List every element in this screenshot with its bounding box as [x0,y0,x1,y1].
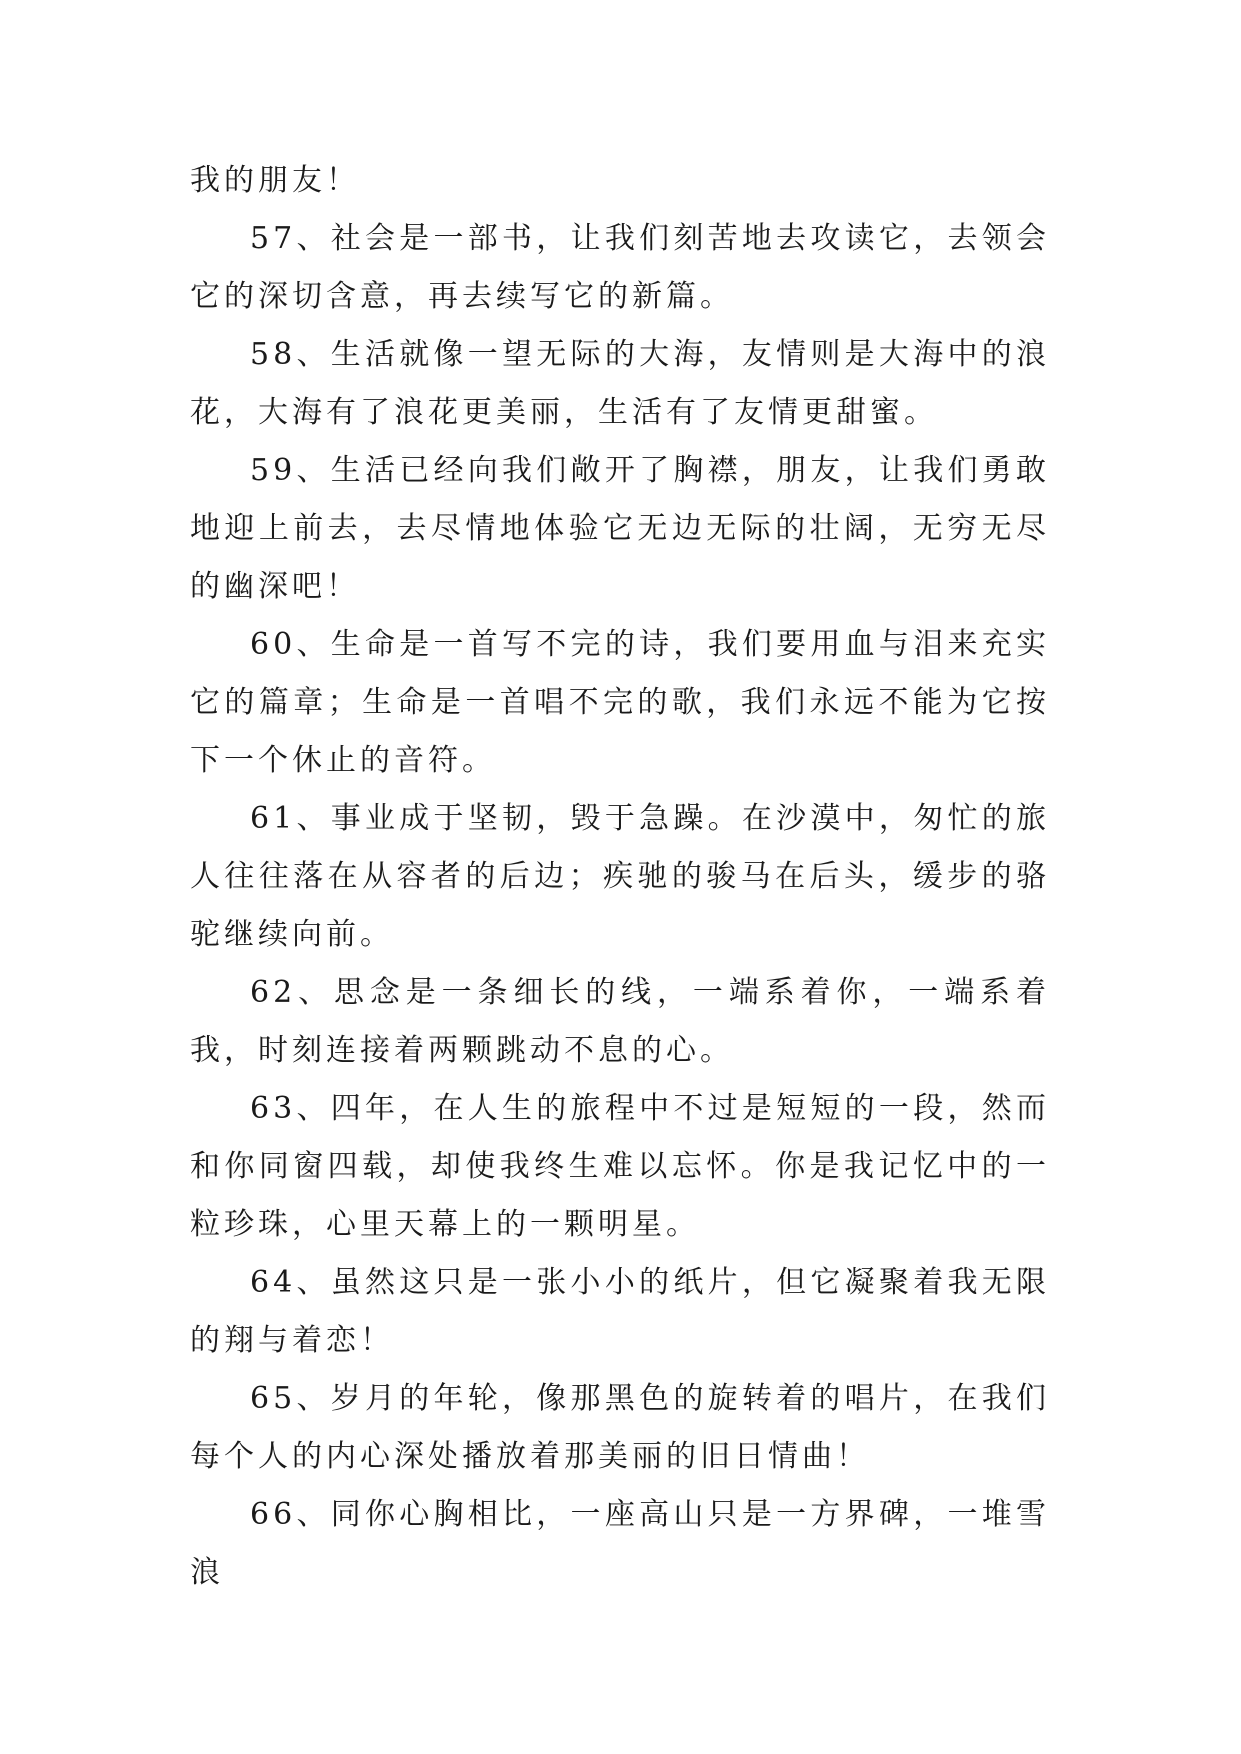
paragraph: 57、社会是一部书，让我们刻苦地去攻读它，去领会它的深切含意，再去续写它的新篇。 [190,221,1050,314]
paragraph: 62、思念是一条细长的线，一端系着你，一端系着我，时刻连接着两颗跳动不息的心。 [190,975,1050,1068]
paragraph: 60、生命是一首写不完的诗，我们要用血与泪来充实它的篇章；生命是一首唱不完的歌，我们永远不能为它按下一个休止的音符。 [190,627,1050,778]
paragraph: 61、事业成于坚韧，毁于急躁。在沙漠中，匆忙的旅人往往落在从容者的后边；疾驰的骏马在后头，缓步的骆驼继续向前。 [190,801,1050,952]
paragraph: 64、虽然这只是一张小小的纸片，但它凝聚着我无限的翔与着恋！ [190,1265,1050,1358]
document-body [190,152,1050,1602]
paragraph: 66、同你心胸相比，一座高山只是一方界碑，一堆雪浪 [190,1497,1050,1590]
paragraph: 63、四年，在人生的旅程中不过是短短的一段，然而和你同窗四载，却使我终生难以忘怀。你是我记忆中的一粒珍珠，心里天幕上的一颗明星。 [190,1091,1050,1242]
paragraph: 59、生活已经向我们敞开了胸襟，朋友，让我们勇敢地迎上前去，去尽情地体验它无边无际的壮阔，无穷无尽的幽深吧！ [190,453,1050,604]
paragraph: 65、岁月的年轮，像那黑色的旋转着的唱片，在我们每个人的内心深处播放着那美丽的旧日情曲！ [190,1381,1050,1474]
paragraph: 58、生活就像一望无际的大海，友情则是大海中的浪花，大海有了浪花更美丽，生活有了友情更甜蜜。 [190,337,1050,430]
paragraph: 我的朋友！ [190,163,360,198]
